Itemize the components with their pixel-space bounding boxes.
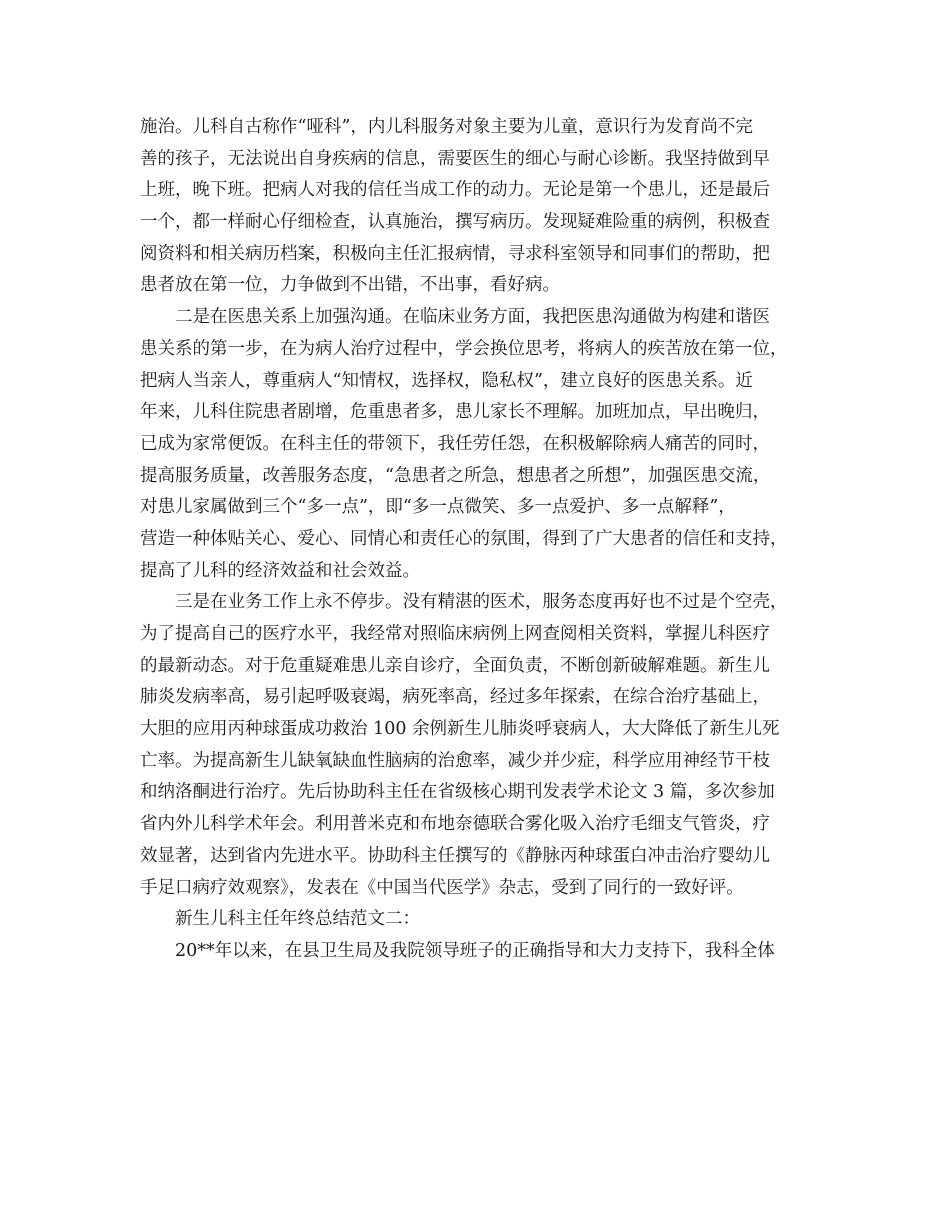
paragraph-line: 已成为家常便饭。在科主任的带领下，我任劳任怨，在积极解除病人痛苦的同时， [140, 433, 770, 454]
paragraph-line: 患关系的第一步，在为病人治疗过程中，学会换位思考，将病人的疾苦放在第一位， [140, 338, 788, 359]
paragraph-line: 年来，儿科住院患者剧增，危重患者多，患儿家长不理解。加班加点，早出晚归， [140, 402, 770, 423]
paragraph-line: 的最新动态。对于危重疑难患儿亲自诊疗，全面负责，不断创新破解难题。新生儿 [140, 655, 770, 676]
paragraph-4 [140, 936, 830, 968]
paragraph-line: 阅资料和相关病历档案，积极向主任汇报病情，寻求科室领导和同事们的帮助，把 [140, 243, 770, 264]
paragraph-line: 一个，都一样耐心仔细检查，认真施治，撰写病历。发现疑难险重的病例，积极查 [140, 212, 770, 233]
paragraph-line: 为了提高自己的医疗水平，我经常对照临床病例上网查阅相关资料，掌握儿科医疗 [140, 624, 770, 644]
paragraph-2 [140, 302, 830, 587]
paragraph-line: 大胆的应用丙种球蛋成功救治 100 余例新生儿肺炎呼衰病人，大大降低了新生儿死 [140, 719, 780, 740]
paragraph-line: 二是在医患关系上加强沟通。在临床业务方面，我把医患沟通做为构建和谐医 [175, 307, 770, 328]
paragraph-line: 患者放在第一位，力争做到不出错，不出事，看好病。 [140, 275, 560, 296]
paragraph-line: 效显著，达到省内先进水平。协助科主任撰写的《静脉丙种球蛋白冲击治疗婴幼儿 [140, 845, 770, 866]
paragraph-line: 手足口病疗效观察》，发表在《中国当代医学》杂志，受到了同行的一致好评。 [140, 877, 744, 898]
paragraph-line: 提高服务质量，改善服务态度，“急患者之所急，想患者之所想”，加强医患交流， [140, 465, 771, 486]
paragraph-line: 营造一种体贴关心、爱心、同情心和责任心的氛围，得到了广大患者的信任和支持， [140, 528, 788, 549]
document-body [140, 112, 830, 968]
section-heading: 新生儿科主任年终总结范文二： [175, 909, 420, 930]
paragraph-line: 对患儿家属做到三个“多一点”，即“多一点微笑、多一点爱护、多一点解释”， [140, 497, 736, 518]
paragraph-line: 把病人当亲人，尊重病人“知情权，选择权，隐私权”，建立良好的医患关系。近 [140, 370, 753, 391]
paragraph-line: 和纳洛酮进行治疗。先后协助科主任在省级核心期刊发表学术论文 3 篇，多次参加 [140, 782, 775, 803]
paragraph-line: 肺炎发病率高，易引起呼吸衰竭，病死率高，经过多年探索，在综合治疗基础上， [140, 687, 770, 708]
paragraph-line: 施治。儿科自古称作“哑科”，内儿科服务对象主要为儿童，意识行为发育尚不完 [140, 117, 753, 137]
paragraph-line: 善的孩子，无法说出自身疾病的信息，需要医生的细心与耐心诊断。我坚持做到早 [140, 148, 770, 169]
paragraph-1 [140, 112, 830, 302]
paragraph-line: 省内外儿科学术年会。利用普米克和布地奈德联合雾化吸入治疗毛细支气管炎，疗 [140, 814, 770, 835]
paragraph-line: 三是在业务工作上永不停步。没有精湛的医术，服务态度再好也不过是个空壳， [175, 592, 788, 613]
paragraph-line: 亡率。为提高新生儿缺氧缺血性脑病的治愈率，减少并少症，科学应用神经节干枝 [140, 750, 770, 771]
paragraph-3 [140, 587, 830, 904]
paragraph-line: 上班，晚下班。把病人对我的信任当成工作的动力。无论是第一个患儿，还是最后 [140, 180, 770, 201]
paragraph-line: 20**年以来，在县卫生局及我院领导班子的正确指导和大力支持下，我科全体 [175, 940, 775, 961]
paragraph-line: 提高了儿科的经济效益和社会效益。 [140, 560, 420, 581]
